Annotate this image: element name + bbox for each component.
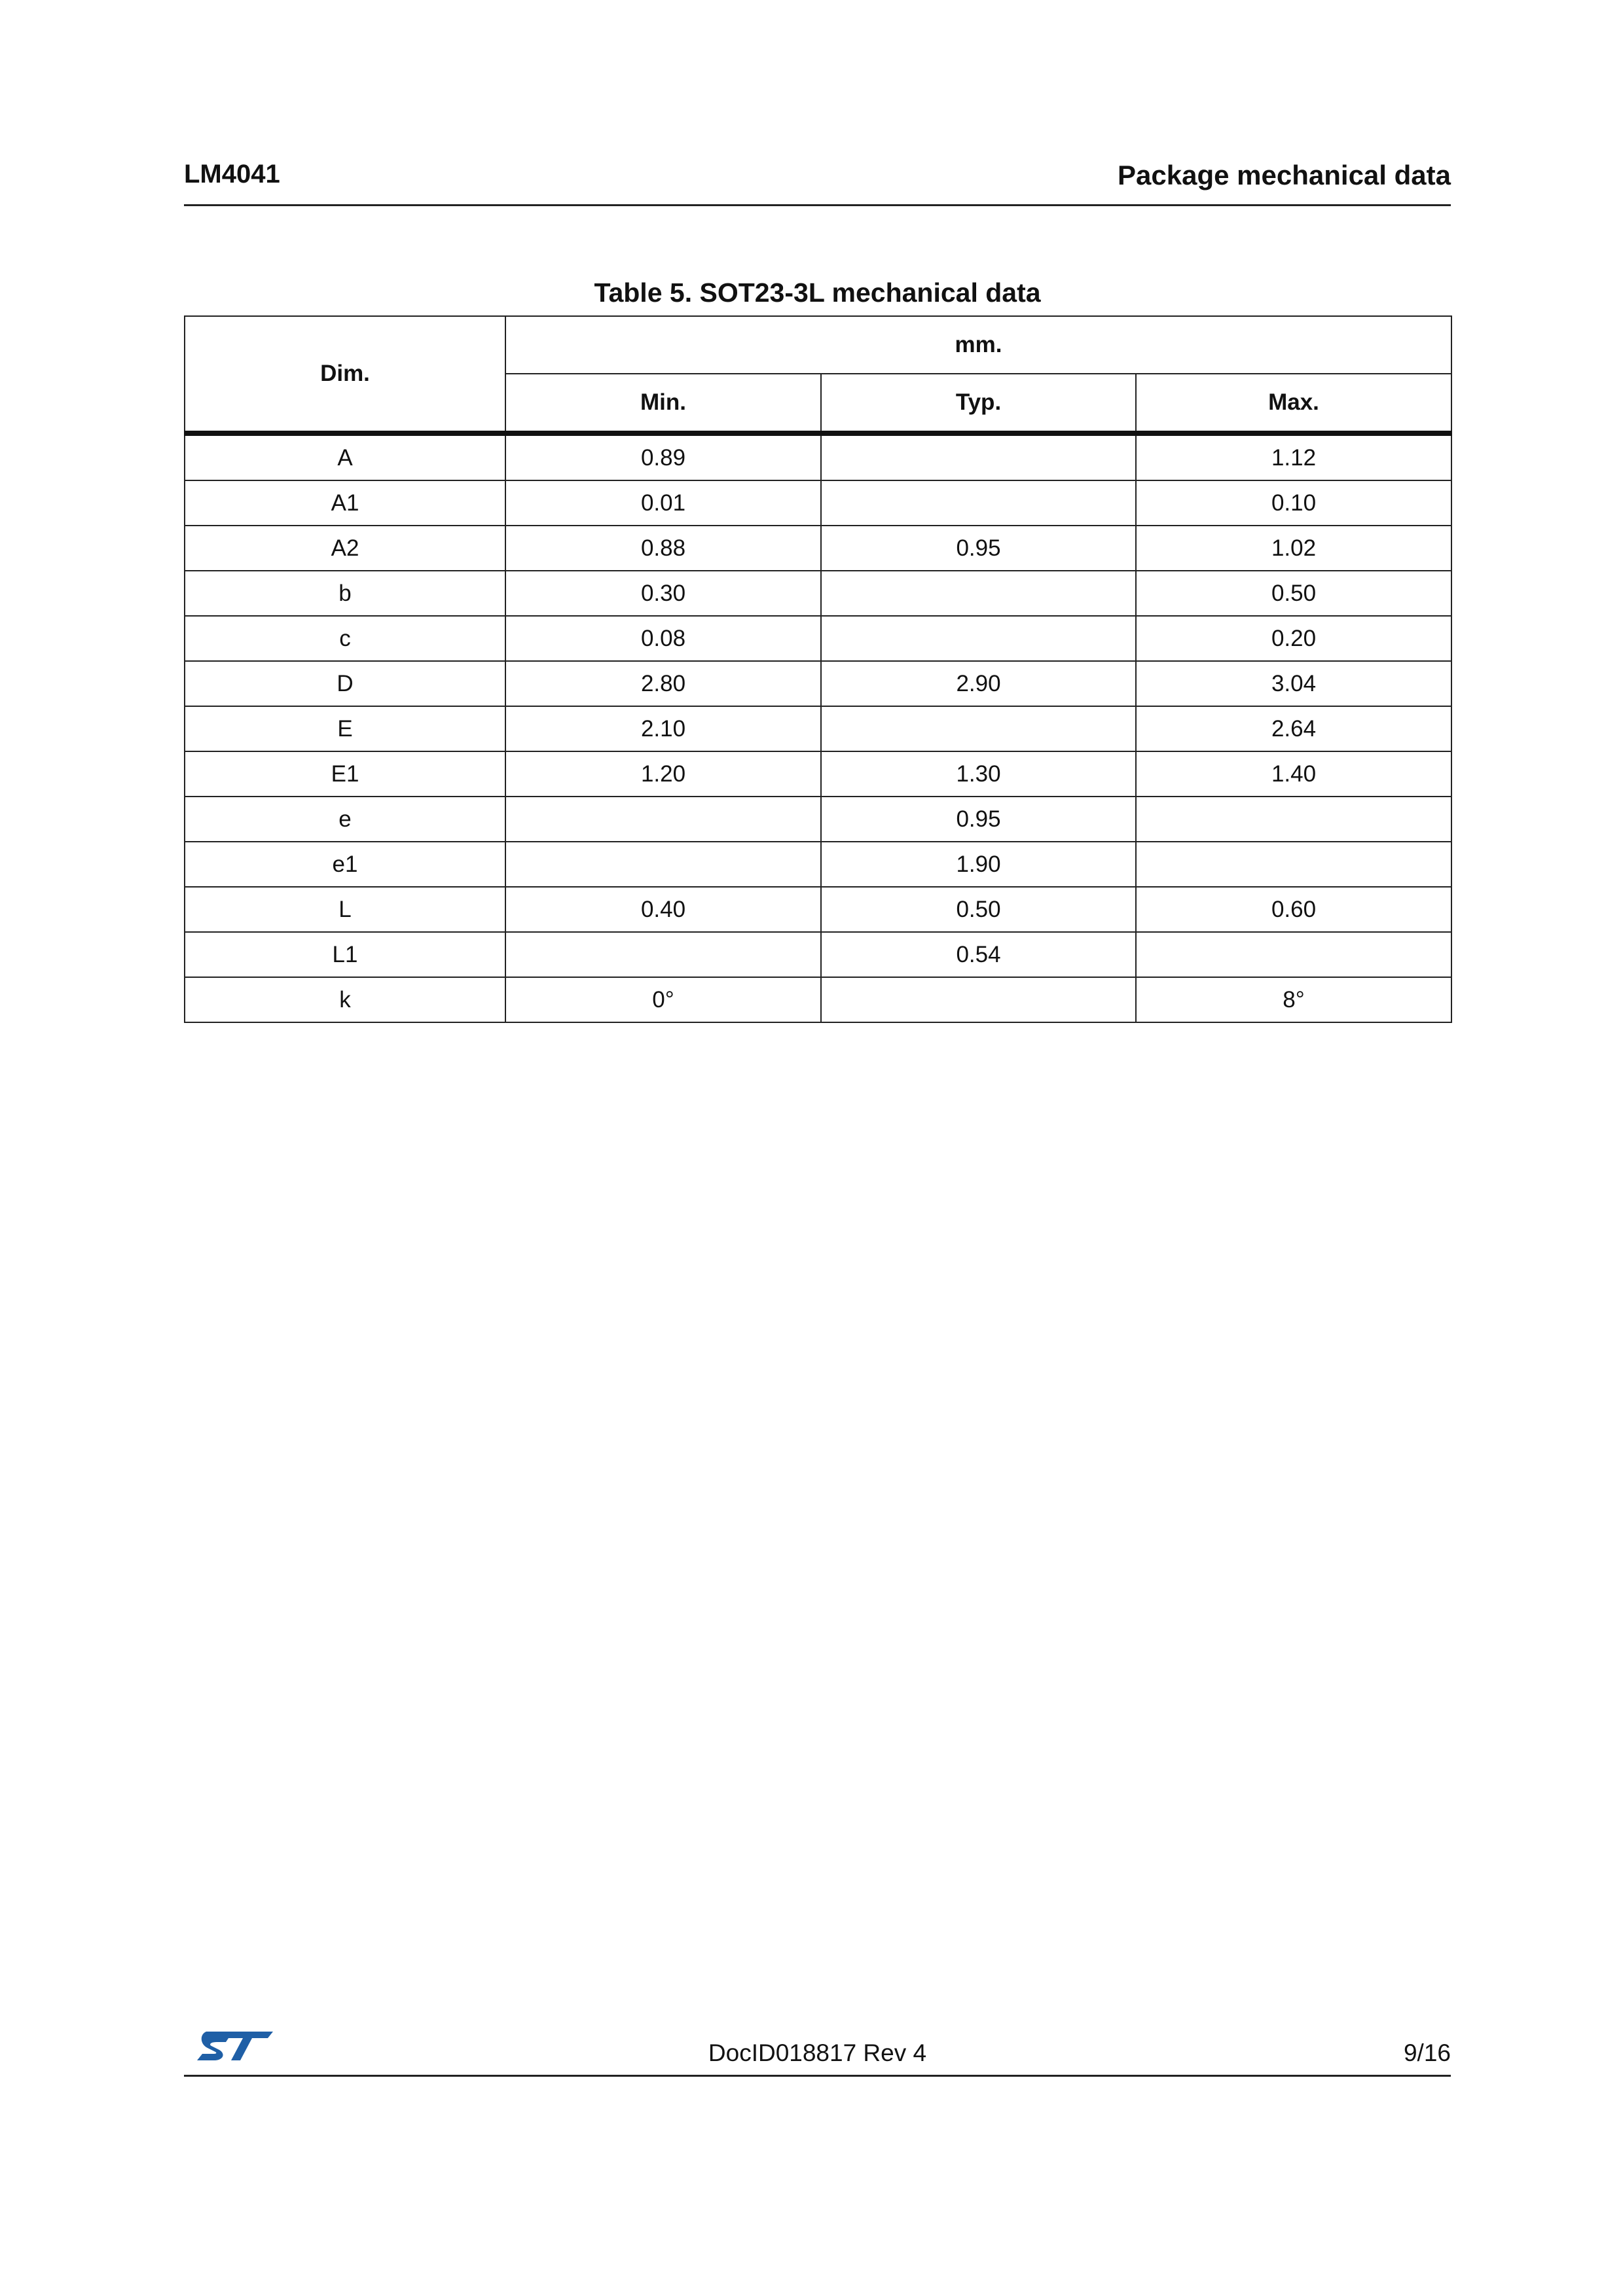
cell-min	[505, 797, 821, 842]
header-product: LM4041	[184, 160, 280, 188]
table-row	[185, 571, 1451, 616]
cell-min: 0.89	[505, 433, 821, 480]
cell-max	[1136, 797, 1451, 842]
table-row	[185, 842, 1451, 887]
cell-dim: A2	[185, 526, 505, 571]
table-row	[185, 751, 1451, 797]
table-row	[185, 480, 1451, 526]
table-row	[185, 661, 1451, 706]
cell-dim: A	[185, 433, 505, 480]
table-row	[185, 526, 1451, 571]
cell-max: 8°	[1136, 977, 1451, 1022]
cell-max: 0.20	[1136, 616, 1451, 661]
page-number: 9/16	[1403, 2039, 1451, 2066]
cell-typ: 0.50	[821, 887, 1136, 932]
cell-min: 0.40	[505, 887, 821, 932]
page-footer	[184, 2020, 1451, 2077]
table-row	[185, 706, 1451, 751]
cell-typ	[821, 616, 1136, 661]
header-min: Min.	[505, 374, 821, 433]
cell-typ: 0.54	[821, 932, 1136, 977]
cell-dim: e	[185, 797, 505, 842]
cell-max: 3.04	[1136, 661, 1451, 706]
cell-typ: 0.95	[821, 526, 1136, 571]
cell-typ	[821, 433, 1136, 480]
cell-max: 0.50	[1136, 571, 1451, 616]
cell-dim: b	[185, 571, 505, 616]
header-max: Max.	[1136, 374, 1451, 433]
cell-min: 0.30	[505, 571, 821, 616]
cell-dim: e1	[185, 842, 505, 887]
cell-max: 1.40	[1136, 751, 1451, 797]
mechanical-data-table	[184, 315, 1452, 1023]
cell-min: 0.88	[505, 526, 821, 571]
cell-typ	[821, 977, 1136, 1022]
cell-typ: 2.90	[821, 661, 1136, 706]
cell-dim: L	[185, 887, 505, 932]
cell-max	[1136, 842, 1451, 887]
table-row	[185, 433, 1451, 480]
cell-typ	[821, 706, 1136, 751]
cell-max	[1136, 932, 1451, 977]
cell-typ	[821, 571, 1136, 616]
cell-dim: E	[185, 706, 505, 751]
header-unit: mm.	[505, 316, 1451, 374]
cell-min: 2.10	[505, 706, 821, 751]
table-body	[185, 433, 1451, 1022]
cell-dim: L1	[185, 932, 505, 977]
cell-max: 2.64	[1136, 706, 1451, 751]
cell-dim: k	[185, 977, 505, 1022]
cell-typ: 1.30	[821, 751, 1136, 797]
table-row	[185, 616, 1451, 661]
cell-dim: E1	[185, 751, 505, 797]
cell-min: 0°	[505, 977, 821, 1022]
table-caption: Table 5. SOT23-3L mechanical data	[594, 278, 1041, 308]
cell-dim: D	[185, 661, 505, 706]
cell-typ: 0.95	[821, 797, 1136, 842]
cell-dim: A1	[185, 480, 505, 526]
header-typ: Typ.	[821, 374, 1136, 433]
cell-min: 1.20	[505, 751, 821, 797]
header-section: Package mechanical data	[1118, 160, 1451, 190]
cell-max: 1.12	[1136, 433, 1451, 480]
cell-max: 0.10	[1136, 480, 1451, 526]
cell-dim: c	[185, 616, 505, 661]
cell-typ	[821, 480, 1136, 526]
table-row	[185, 932, 1451, 977]
cell-min: 0.08	[505, 616, 821, 661]
cell-min	[505, 932, 821, 977]
cell-max: 1.02	[1136, 526, 1451, 571]
cell-min: 2.80	[505, 661, 821, 706]
table-row	[185, 797, 1451, 842]
table-row	[185, 887, 1451, 932]
header-dim: Dim.	[185, 316, 505, 433]
cell-max: 0.60	[1136, 887, 1451, 932]
document-id: DocID018817 Rev 4	[708, 2039, 927, 2066]
page-header	[184, 157, 1451, 206]
cell-min	[505, 842, 821, 887]
table-row	[185, 977, 1451, 1022]
cell-typ: 1.90	[821, 842, 1136, 887]
cell-min: 0.01	[505, 480, 821, 526]
